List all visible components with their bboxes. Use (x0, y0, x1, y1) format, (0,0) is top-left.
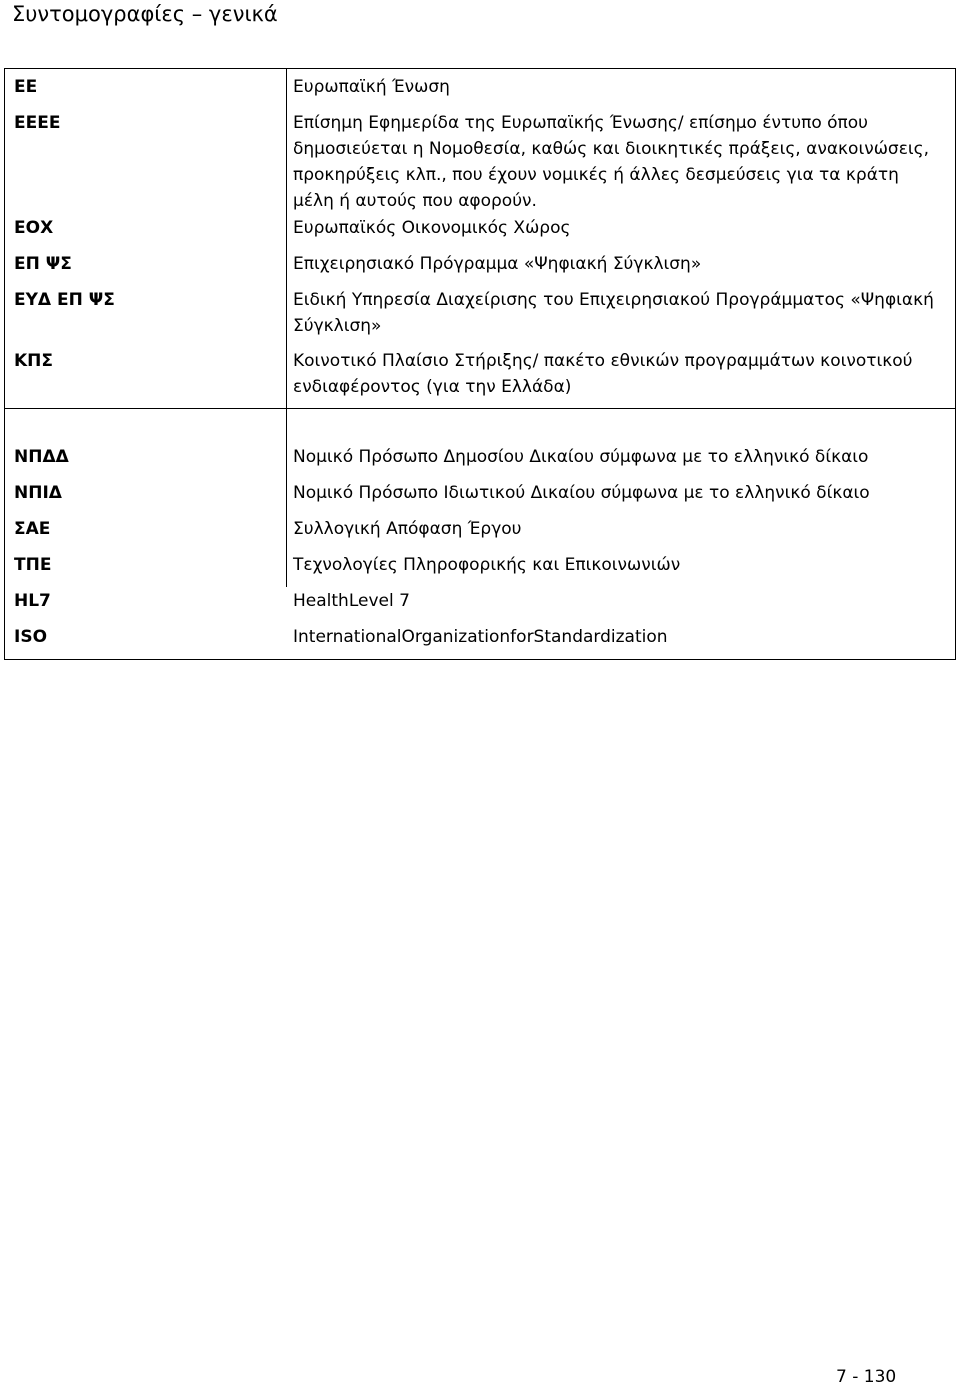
abbreviation: ΕΕΕΕ (14, 113, 61, 133)
abbreviation: ΝΠΔΔ (14, 447, 69, 467)
definition: InternationalOrganizationforStandardization (293, 627, 668, 647)
abbreviation: ΣΑΕ (14, 519, 51, 539)
column-divider (286, 409, 287, 587)
abbreviation: ΕΕ (14, 77, 38, 97)
page-title: Συντομογραφίες – γενικά (12, 2, 278, 26)
definition: Τεχνολογίες Πληροφορικής και Επικοινωνιών (293, 555, 681, 575)
abbreviation: ΤΠΕ (14, 555, 52, 575)
definition: Ευρωπαϊκή Ένωση (293, 77, 450, 97)
definition: Νομικό Πρόσωπο Ιδιωτικού Δικαίου σύμφωνα με το ελληνικό δίκαιο (293, 483, 870, 503)
definition: Νομικό Πρόσωπο Δημοσίου Δικαίου σύμφωνα με το ελληνικό δίκαιο (293, 447, 869, 467)
abbreviation: ΚΠΣ (14, 351, 54, 371)
definition: HealthLevel 7 (293, 591, 410, 611)
page-number: 7 - 130 (836, 1367, 897, 1387)
abbreviation: ΕΠ ΨΣ (14, 254, 72, 274)
abbreviation: HL7 (14, 591, 51, 611)
definition: Συλλογική Απόφαση Έργου (293, 519, 522, 539)
abbreviation: ISO (14, 627, 48, 647)
abbreviations-table-group-1 (4, 68, 956, 409)
definition: Ευρωπαϊκός Οικονομικός Χώρος (293, 218, 571, 238)
abbreviation: ΝΠΙΔ (14, 483, 62, 503)
abbreviations-table-group-2 (4, 408, 956, 660)
definition: Επιχειρησιακό Πρόγραμμα «Ψηφιακή Σύγκλιση» (293, 254, 702, 274)
definition: Ειδική Υπηρεσία Διαχείρισης του Επιχειρησιακού Προγράμματος «Ψηφιακή Σύγκλιση» (293, 290, 934, 336)
definition: Κοινοτικό Πλαίσιο Στήριξης/ πακέτο εθνικών προγραμμάτων κοινοτικού ενδιαφέροντος (για την Ελλάδα) (293, 351, 913, 397)
abbreviation: ΕΥΔ ΕΠ ΨΣ (14, 290, 115, 310)
abbreviation: ΕΟΧ (14, 218, 54, 238)
definition: Επίσημη Εφημερίδα της Ευρωπαϊκής Ένωσης/ επίσημο έντυπο όπου δημοσιεύεται η Νομοθεσία, καθώς και διοικητικές πράξεις, ανακοινώσεις, προκηρύξεις κλπ., που έχουν νομικές ή άλλες δεσμεύσεις για τα κράτη μέλη ή αυτούς που αφορούν. (293, 113, 930, 211)
column-divider (286, 69, 287, 408)
